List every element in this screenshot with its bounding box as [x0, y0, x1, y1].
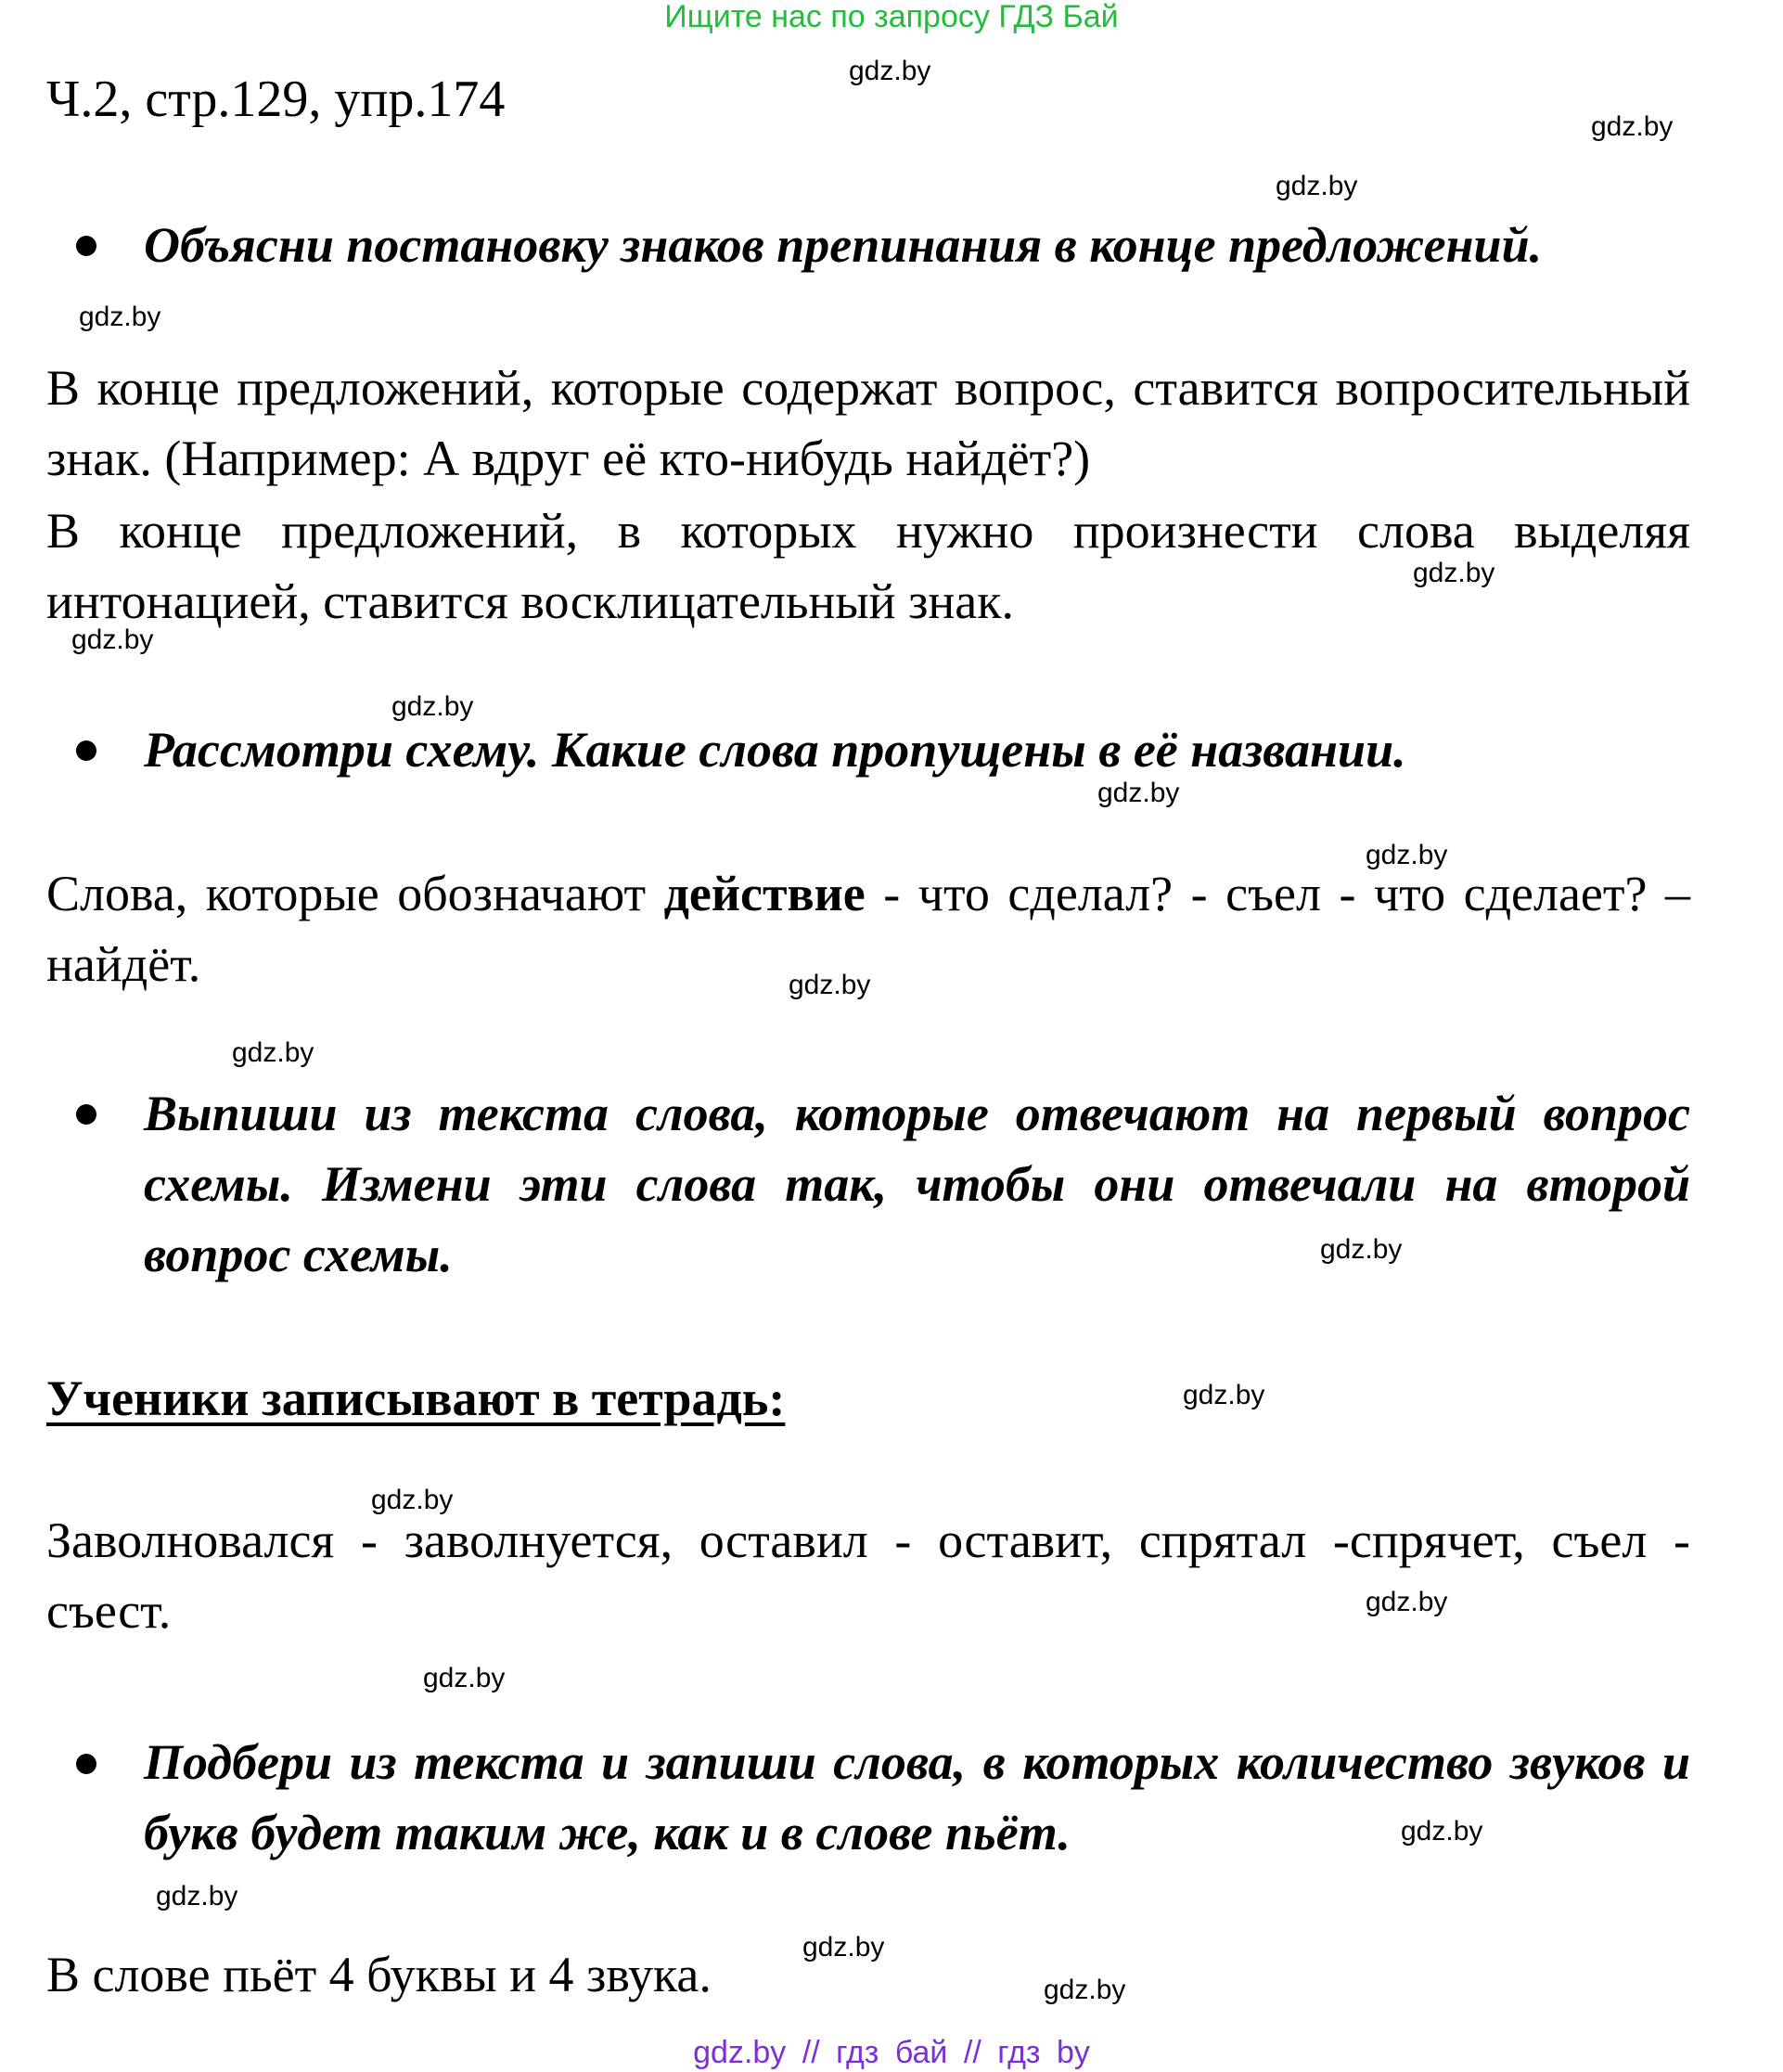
answer-paragraph: В конце предложений, которые содержат вопрос, ставится вопросительный знак. (Например: А вдруг её кто-нибудь найдёт?) [46, 360, 1690, 486]
watermark: gdz.by [79, 302, 161, 332]
answer-paragraph: В слове пьёт 4 буквы и 4 звука. [46, 1947, 712, 2002]
watermark: gdz.by [232, 1037, 314, 1068]
answer-paragraph [46, 858, 1690, 999]
answer-paragraph: Заволновался - заволнуется, оставил - оставит, спрятал -спрячет, съел - съест. [46, 1512, 1690, 1639]
watermark: gdz.by [1401, 1816, 1483, 1847]
answer-text: Слова, которые обозначают [46, 866, 664, 921]
watermark: gdz.by [1044, 1975, 1126, 2005]
task-prompt: Объясни постановку знаков препинания в конце предложений. [144, 217, 1543, 273]
watermark: gdz.by [371, 1485, 454, 1515]
watermark: gdz.by [423, 1663, 506, 1693]
watermark: gdz.by [802, 1932, 885, 1963]
watermark: gdz.by [71, 624, 154, 655]
bullet [76, 1754, 96, 1774]
watermark: gdz.by [1097, 778, 1180, 808]
section-heading: Ученики записывают в тетрадь: [46, 1371, 786, 1426]
watermark: gdz.by [1591, 111, 1674, 142]
task-prompt: Рассмотри схему. Какие слова пропущены в её названии. [144, 722, 1406, 778]
watermark: gdz.by [1413, 558, 1495, 588]
bullet [76, 1104, 96, 1125]
task-prompt: Подбери из текста и запиши слова, в которых количество звуков и букв будет таким же, как и в слове пьёт. [144, 1734, 1690, 1860]
task-prompt: Выпиши из текста слова, которые отвечают на первый вопрос схемы. Измени эти слова так, чтобы они отвечали на второй вопрос схемы. [144, 1086, 1690, 1282]
watermark: gdz.by [1366, 840, 1448, 870]
answer-bold-term: действие [663, 866, 866, 921]
watermark: gdz.by [1366, 1587, 1448, 1617]
answer-paragraph: В конце предложений, в которых нужно произнести слова выделяя интонацией, ставится восклицательный знак. [46, 503, 1690, 629]
bullet [76, 236, 96, 256]
watermark: gdz.by [156, 1881, 238, 1911]
watermark: gdz.by [1276, 171, 1358, 201]
watermark: gdz.by [1320, 1234, 1403, 1265]
footer-watermark: gdz.by // гдз бай // гдз by [693, 2035, 1090, 2070]
watermark: gdz.by [1183, 1380, 1265, 1410]
bullet [76, 740, 96, 761]
watermark: gdz.by [789, 970, 871, 1000]
page-title: Ч.2, стр.129, упр.174 [46, 71, 506, 128]
search-banner: Ищите нас по запросу ГДЗ Бай [664, 0, 1119, 34]
watermark: gdz.by [849, 56, 931, 86]
watermark: gdz.by [391, 691, 474, 722]
answer-text: - что сделал? - съел - что сделает? – найдёт. [46, 866, 1690, 992]
